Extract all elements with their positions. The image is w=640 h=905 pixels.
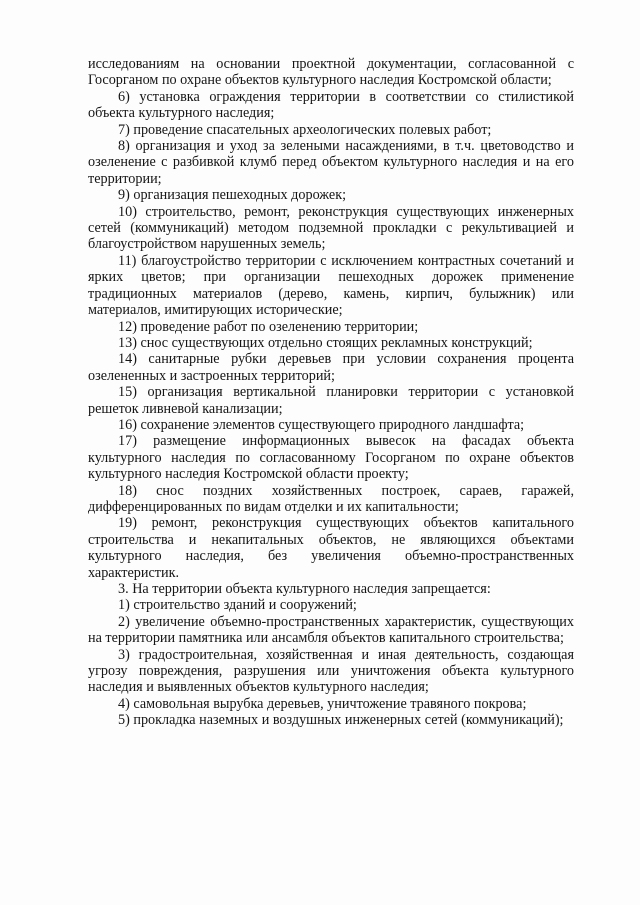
paragraph-item-7: 7) проведение спасательных археологических полевых работ; [118, 121, 492, 138]
prohibited-item-1: 1) строительство зданий и сооружений; [118, 597, 357, 614]
prohibited-item-4: 4) самовольная вырубка деревьев, уничтожение травяного покрова; [118, 695, 527, 712]
paragraph-item-6: 6) установка ограждения территории в соответствии со стилистикой объекта культурного наследия; [88, 88, 574, 122]
paragraph-item-16: 16) сохранение элементов существующего природного ландшафта; [118, 416, 525, 433]
paragraph-item-8: 8) организация и уход за зелеными насаждениями, в т.ч. цветоводство и озеленение с разбивкой клумб перед объектом культурного наследия и на его территории; [88, 138, 574, 187]
paragraph-continuation: исследованиям на основании проектной документации, согласованной с Госорганом по охране объектов культурного наследия Костромской области; [88, 56, 574, 89]
paragraph-item-11: 11) благоустройство территории с исключением контрастных сочетаний и ярких цветов; при организации пешеходных дорожек применение традиционных материалов (дерево, камень, кирпич, булыжник) или материалов, имитирующих исторические; [88, 252, 574, 319]
paragraph-item-14: 14) санитарные рубки деревьев при условии сохранения процента озелененных и застроенных территорий; [88, 351, 574, 384]
paragraph-item-12: 12) проведение работ по озеленению территории; [118, 318, 419, 335]
prohibited-item-3: 3) градостроительная, хозяйственная и иная деятельность, создающая угрозу повреждения, разрушения или уничтожения объекта культурного наследия и выявленных объектов культурного наследия; [88, 646, 574, 696]
document-body [88, 56, 574, 729]
prohibited-item-5: 5) прокладка наземных и воздушных инженерных сетей (коммуникаций); [118, 712, 564, 729]
paragraph-item-18: 18) снос поздних хозяйственных построек, сараев, гаражей, дифференцированных по видам отделки и их капитальности; [88, 482, 574, 515]
paragraph-item-9: 9) организация пешеходных дорожек; [118, 187, 347, 204]
paragraph-item-15: 15) организация вертикальной планировки территории с установкой решеток ливневой канализации; [88, 384, 574, 417]
paragraph-item-10: 10) строительство, ремонт, реконструкция существующих инженерных сетей (коммуникаций) методом подземной прокладки с рекультивацией и благоустройством нарушенных земель; [88, 203, 574, 253]
paragraph-item-19: 19) ремонт, реконструкция существующих объектов капитального строительства и некапитальных объектов, не являющихся объектами культурного наследия, без увеличения объемно-пространственных характеристик. [88, 515, 574, 581]
paragraph-item-17: 17) размещение информационных вывесок на фасадах объекта культурного наследия по согласованному Госорганом по охране объектов культурного наследия Костромской области проекту; [88, 433, 574, 483]
paragraph-item-13: 13) снос существующих отдельно стоящих рекламных конструкций; [118, 334, 533, 351]
section-3-heading: 3. На территории объекта культурного наследия запрещается: [118, 581, 491, 597]
prohibited-item-2: 2) увеличение объемно-пространственных характеристик, существующих на территории памятника или ансамбля объектов капитального строительства; [88, 613, 574, 647]
